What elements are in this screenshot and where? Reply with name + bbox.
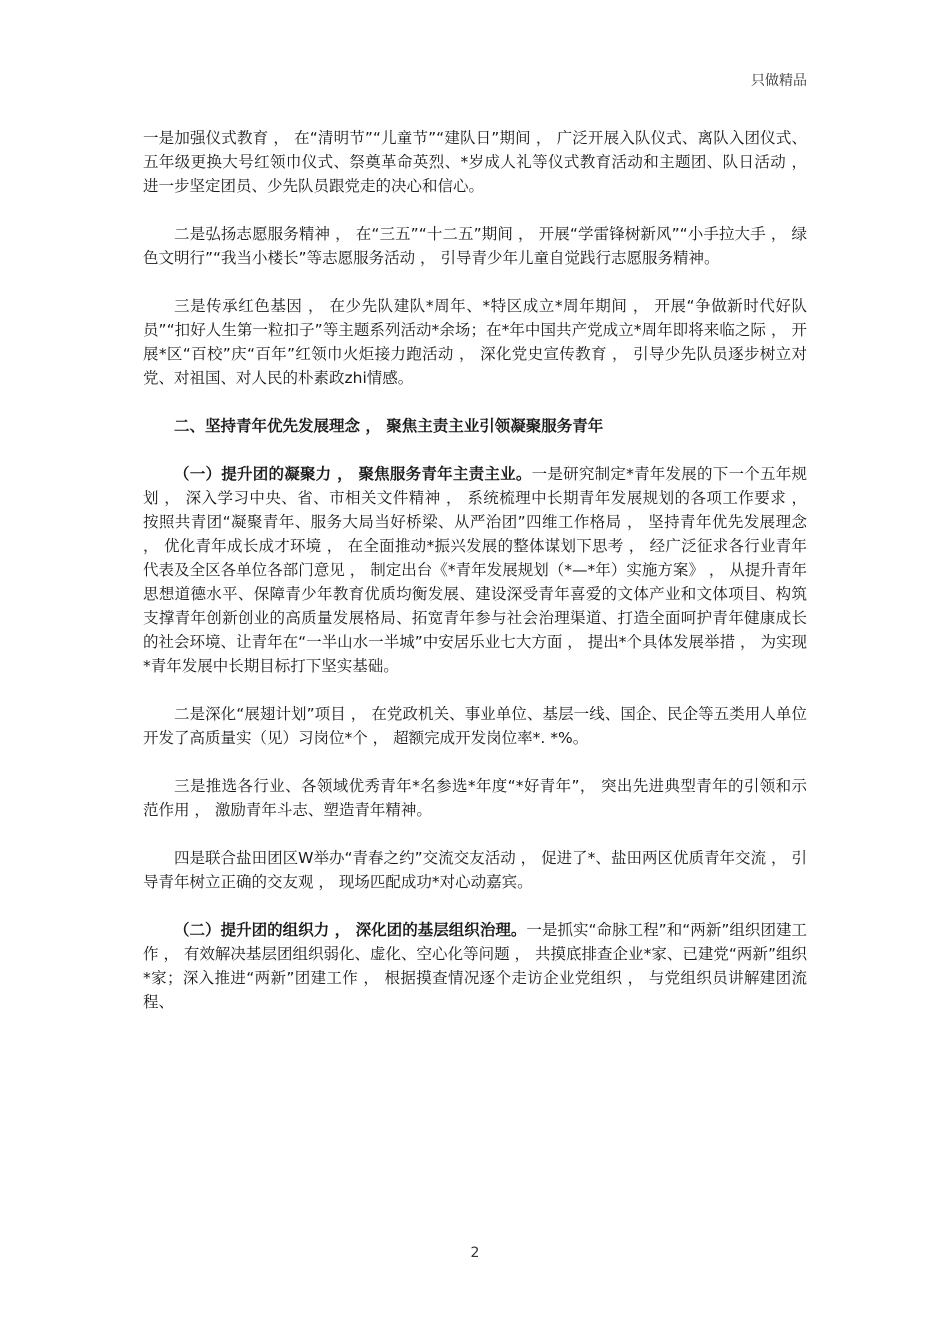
paragraph-good-youth: 三是推选各行业、各领域优秀青年*名参选*年度“*好青年”， 突出先进典型青年的引领和示范作用 ， 激励青年斗志、塑造青年精神。	[143, 777, 807, 819]
subsection-cohesion	[143, 462, 807, 678]
subsection-organization-lead: （二）提升团的组织力 ， 深化团的基层组织治理。	[174, 921, 527, 939]
subsection-organization-text: 一是抓实“命脉工程”和“两新”组织团建工作 ， 有效解决基层团组织弱化、虚化、空心化等问题 ， 共摸底排查企业*家、已建党“两新”组织*家；深入推进“两新”团建工作 ， 根据摸查情况逐个走访企业党组织 ， 与党组织员讲解建团流程、	[143, 921, 808, 1011]
paragraph-ceremony-education: 一是加强仪式教育 ， 在“清明节”“儿童节”“建队日”期间 ， 广泛开展入队仪式、离队入团仪式、五年级更换大号红领巾仪式、祭奠革命英烈、*岁成人礼等仪式教育活动和主题团、队日活动 ， 进一步坚定团员、少先队员跟党走的决心和信心。	[143, 129, 807, 195]
subsection-organization	[143, 918, 807, 1014]
subsection-cohesion-lead: （一）提升团的凝聚力 ， 聚焦服务青年主责主业。	[174, 465, 532, 483]
page-number: 2	[470, 1245, 480, 1261]
document-body	[143, 126, 807, 1038]
header-tagline: 只做精品	[751, 73, 807, 89]
subsection-cohesion-text: 一是研究制定*青年发展的下一个五年规划 ， 深入学习中央、省、市相关文件精神 ， 系统梳理中长期青年发展规划的各项工作要求 ， 按照共青团“凝聚青年、服务大局当好桥梁、从严治团”四维工作格局 ， 坚持青年优先发展理念 ， 优化青年成长成才环境 ， 在全面推动*振兴发展的整体谋划下思考 ， 经广泛征求各行业青年代表及全区各单位各部门意见 ， 制定出台《*青年发展规划（*—*年）实施方案》 ， 从提升青年思想道德水平、保障青少年教育优质均衡发展、建设深受青年喜爱的文体产业和文体项目、构筑支撑青年创新创业的高质量发展格局、拓宽青年参与社会治理渠道、打造全面呵护青年健康成长的社会环境、让青年在“一半山水一半城”中安居乐业七大方面 ， 提出*个具体发展举措 ， 为实现*青年发展中长期目标打下坚实基础。	[143, 465, 807, 675]
paragraph-red-gene: 三是传承红色基因 ， 在少先队建队*周年、*特区成立*周年期间 ， 开展“争做新时代好队员”“扣好人生第一粒扣子”等主题系列活动*余场；在*年中国共产党成立*周年即将来临之际 ， 开展*区“百校”庆“百年”红领巾火炬接力跑活动 ， 深化党史宣传教育 ， 引导少先队员逐步树立对党、对祖国、对人民的朴素政zhi情感。	[143, 297, 807, 387]
paragraph-wings-plan: 二是深化“展翅计划”项目 ， 在党政机关、事业单位、基层一线、国企、民企等五类用人单位开发了高质量实（见）习岗位*个 ， 超额完成开发岗位率*. *%。	[143, 705, 807, 747]
paragraph-volunteer-spirit: 二是弘扬志愿服务精神 ， 在“三五”“十二五”期间 ， 开展“学雷锋树新风”“小手拉大手 ， 绿色文明行”“我当小楼长”等志愿服务活动 ， 引导青少年儿童自觉践行志愿服务精神。	[143, 225, 807, 267]
paragraph-youth-exchange: 四是联合盐田团区W举办“青春之约”交流交友活动 ， 促进了*、盐田两区优质青年交流 ， 引导青年树立正确的交友观 ， 现场匹配成功*对心动嘉宾。	[143, 849, 807, 891]
section-heading-2: 二、坚持青年优先发展理念 ， 聚焦主责主业引领凝聚服务青年	[174, 417, 604, 435]
